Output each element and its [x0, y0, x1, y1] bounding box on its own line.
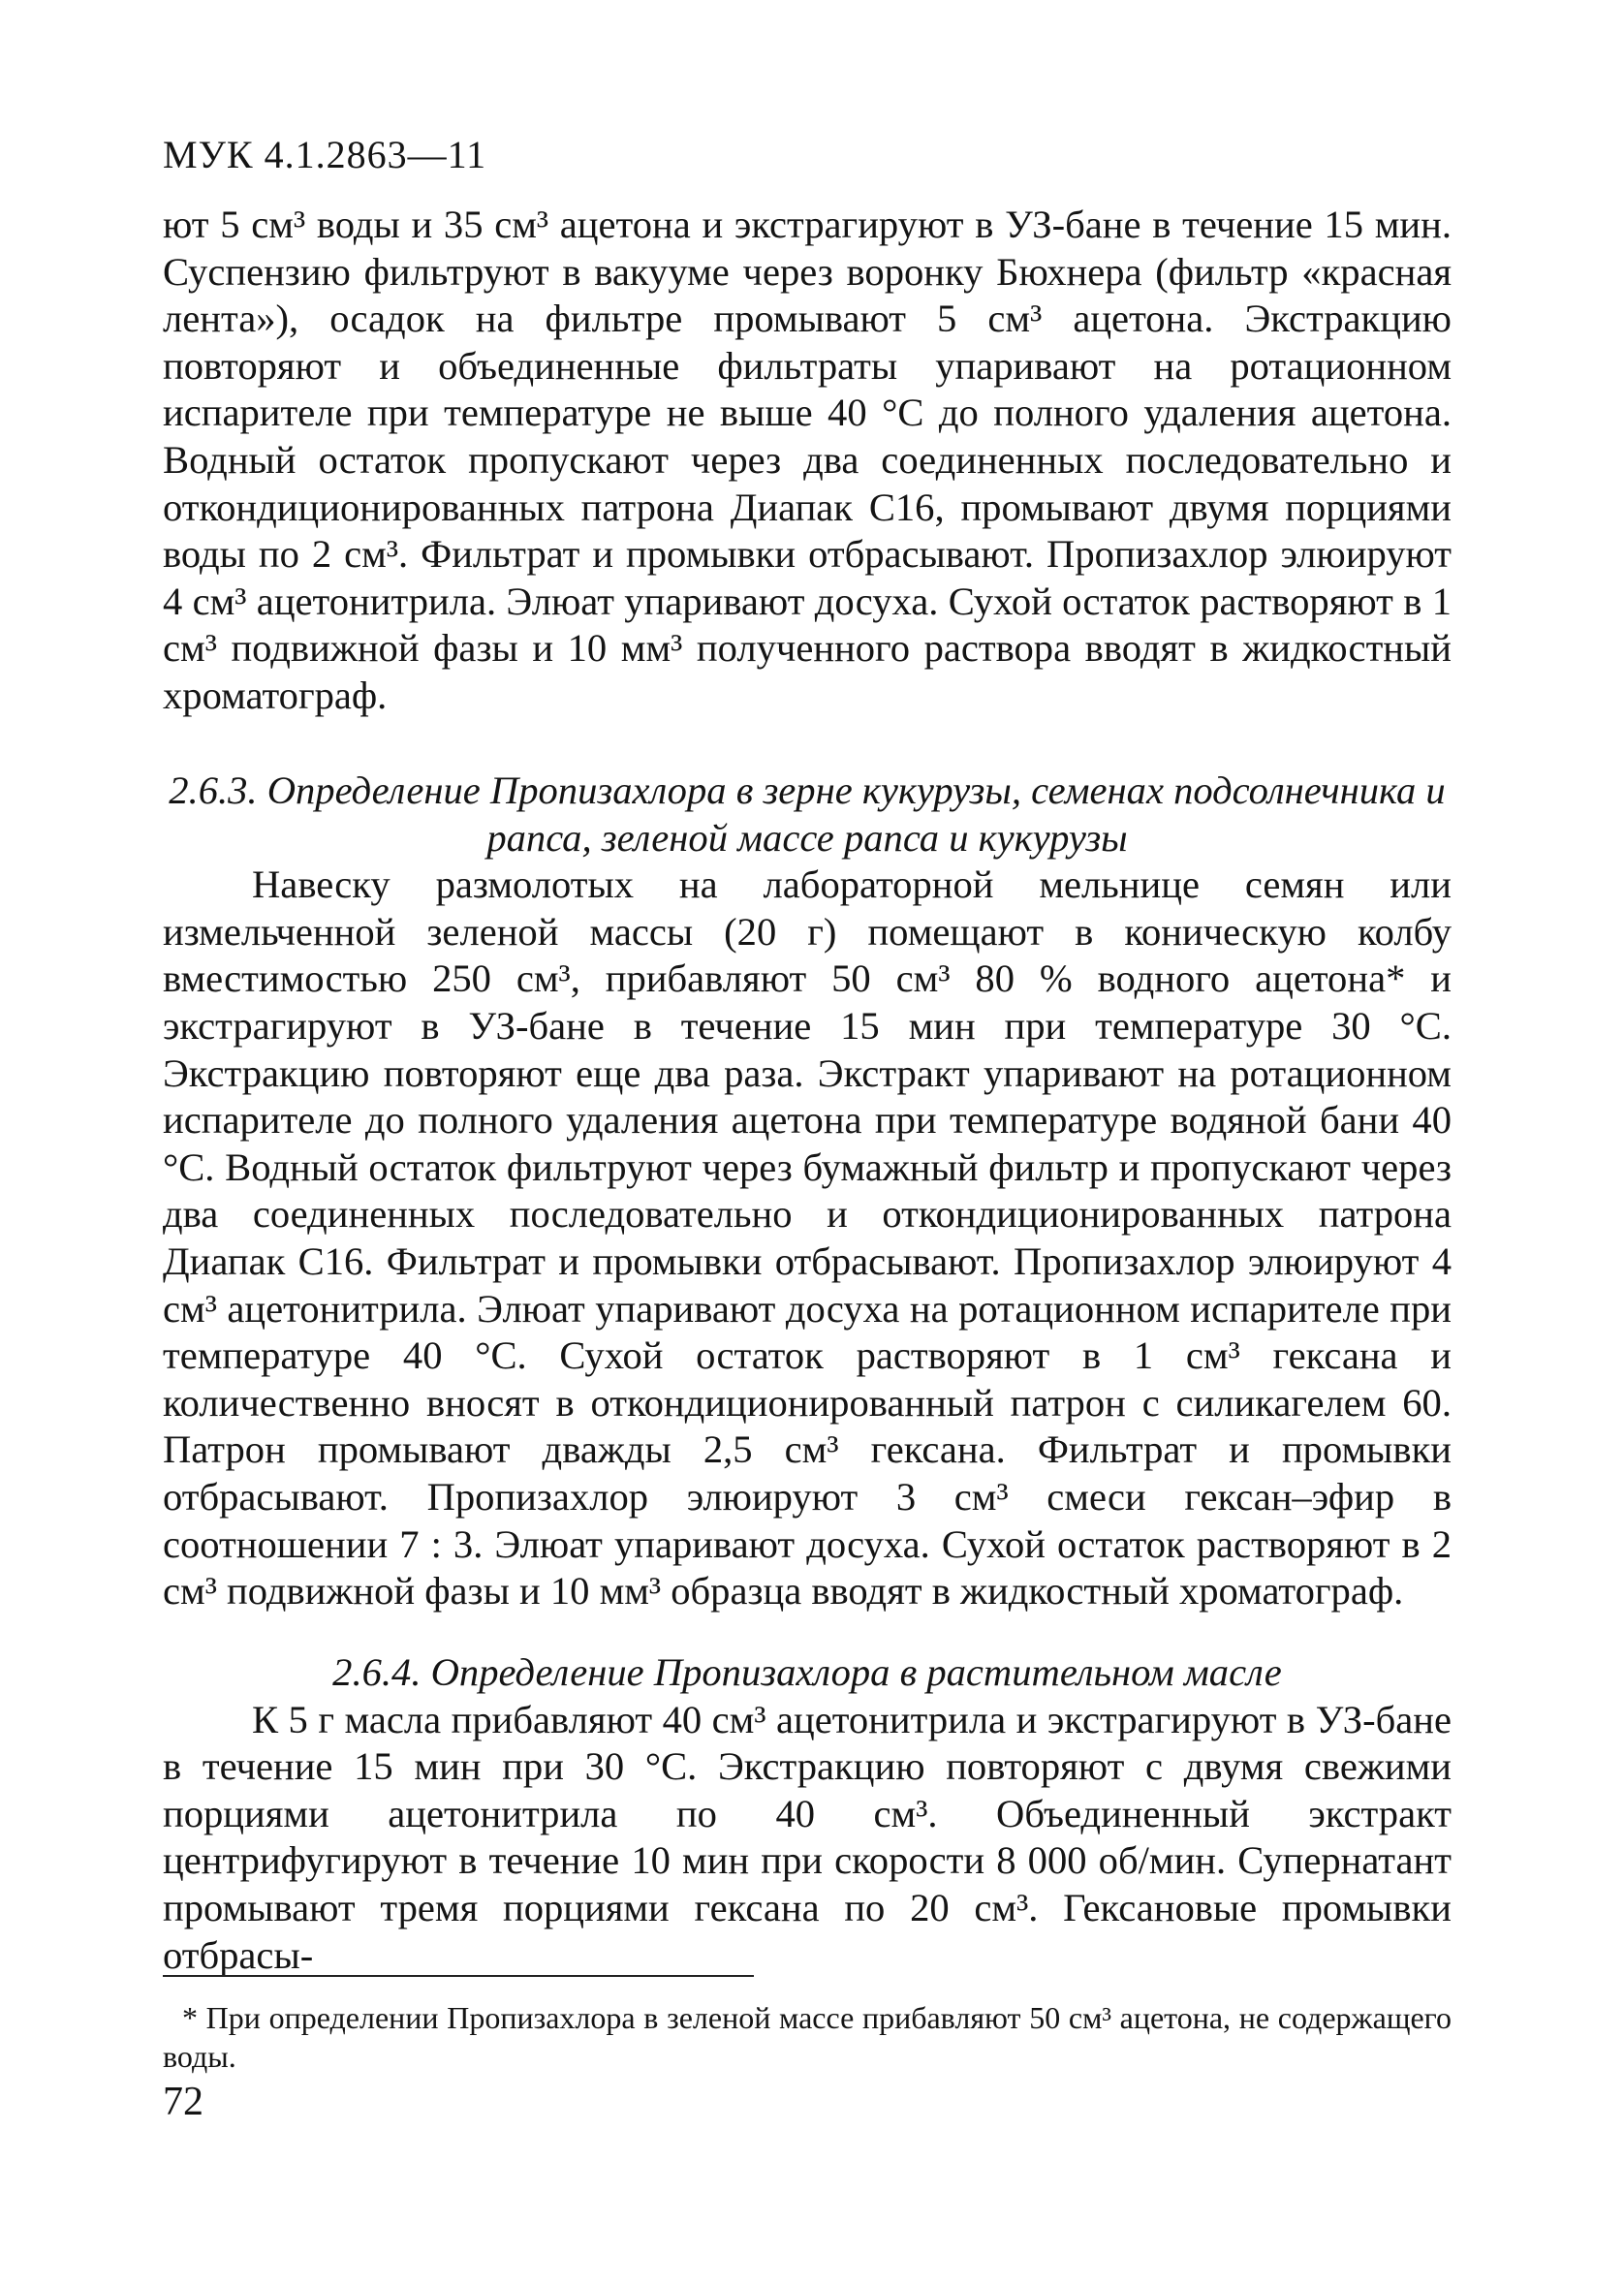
paragraph-grain-method: Навеску размолотых на лабораторной мельнице семян или измельченной зеленой массы (20 г) помещают в коническую колбу вместимостью 250 см³, прибавляют 50 см³ 80 % водного ацетона* и экстрагируют в УЗ-бане в течение 15 мин при температуре 30 °С. Экстракцию повторяют еще два раза. Экстракт упаривают на ротационном испарителе до полного удаления ацетона при температуре водяной бани 40 °С. Водный остаток фильтруют через бумажный фильтр и пропускают через два соединенных последовательно и откондиционированных патрона Диапак С16. Фильтрат и промывки отбрасывают. Пропизахлор элюируют 4 см³ ацетонитрила. Элюат упаривают досуха на ротационном испарителе при температуре 40 °С. Сухой остаток растворяют в 1 см³ гексана и количественно вносят в откондиционированный патрон с силикагелем 60. Патрон промывают дважды 2,5 см³ гексана. Фильтрат и промывки отбрасывают. Пропизахлор элюируют 3 см³ смеси гексан–эфир в соотношении 7 : 3. Элюат упаривают досуха. Сухой остаток растворяют в 2 см³ подвижной фазы и 10 мм³ образца вводят в жидкостный хроматограф.	[163, 862, 1452, 1614]
footnote-divider	[163, 1975, 754, 1977]
section-heading-2-6-3: 2.6.3. Определение Пропизахлора в зерне кукурузы, семенах подсолнечника и рапса, зеленой массе рапса и кукурузы	[169, 768, 1446, 860]
section-heading-2-6-4: 2.6.4. Определение Пропизахлора в растительном масле	[332, 1650, 1282, 1694]
paragraph-continuation: ют 5 см³ воды и 35 см³ ацетона и экстрагируют в УЗ-бане в течение 15 мин. Суспензию фильтруют в вакууме через воронку Бюхнера (фильтр «красная лента»), осадок на фильтре промывают 5 см³ ацетона. Экстракцию повторяют и объединенные фильтраты упаривают на ротационном испарителе при температуре не выше 40 °С до полного удаления ацетона. Водный остаток пропускают через два соединенных последовательно и откондиционированных патрона Диапак С16, промывают двумя порциями воды по 2 см³. Фильтрат и промывки отбрасывают. Пропизахлор элюируют 4 см³ ацетонитрила. Элюат упаривают досуха. Сухой остаток растворяют в 1 см³ подвижной фазы и 10 мм³ полученного раствора вводят в жидкостный хроматограф.	[163, 203, 1452, 717]
footnote: * При определении Пропизахлора в зеленой массе прибавляют 50 см³ ацетона, не содержащего воды.	[163, 2000, 1452, 2074]
section-2-6-3	[163, 768, 1452, 1615]
document-code-header: МУК 4.1.2863—11	[163, 133, 487, 176]
body-text	[163, 202, 1452, 720]
page-number: 72	[163, 2080, 203, 2124]
section-2-6-4	[163, 1649, 1452, 1979]
paragraph-oil-method: К 5 г масла прибавляют 40 см³ ацетонитрила и экстрагируют в УЗ-бане в течение 15 мин при 30 °С. Экстракцию повторяют с двумя свежими порциями ацетонитрила по 40 см³. Объединенный экстракт центрифугируют в течение 10 мин при скорости 8 000 об/мин. Супернатант промывают тремя порциями гексана по 20 см³. Гексановые промывки отбрасы-	[163, 1697, 1452, 1977]
